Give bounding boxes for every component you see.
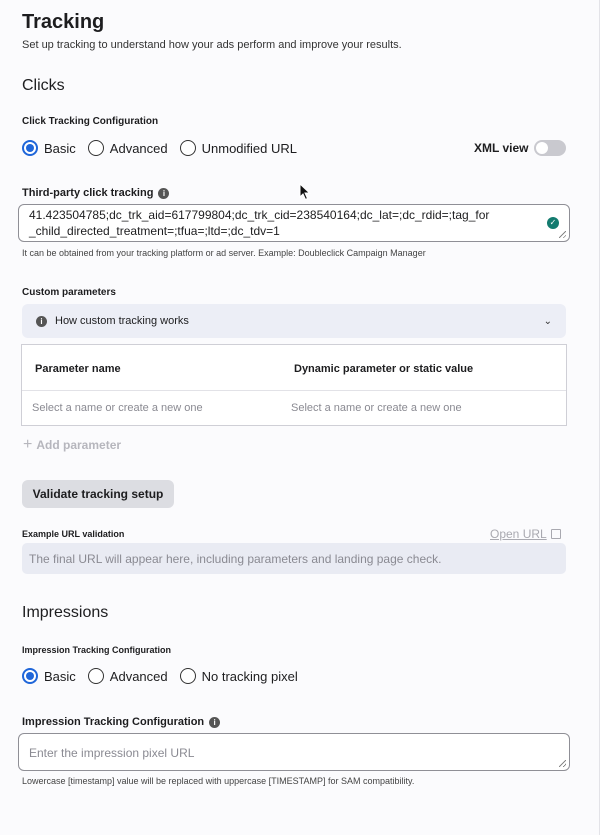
parameter-name-select[interactable]: Select a name or create a new one <box>32 402 203 414</box>
radio-basic[interactable] <box>22 140 38 156</box>
custom-tracking-accordion[interactable] <box>22 304 566 338</box>
impression-pixel-label <box>22 716 220 728</box>
radio-no-tracking-pixel[interactable] <box>180 668 196 684</box>
open-url-label: Open URL <box>490 527 547 541</box>
add-parameter-label: Add parameter <box>36 438 122 452</box>
column-header-parameter-name: Parameter name <box>35 363 121 375</box>
impression-pixel-input[interactable] <box>18 733 570 771</box>
valid-check-icon: ✓ <box>547 217 559 229</box>
resize-handle[interactable] <box>559 231 566 238</box>
custom-params-label: Custom parameters <box>22 287 116 298</box>
table-divider <box>22 390 566 391</box>
radio-unmodified-url[interactable] <box>180 140 196 156</box>
validate-tracking-button[interactable]: Validate tracking setup <box>22 480 174 508</box>
resize-handle[interactable] <box>559 760 566 767</box>
plus-icon: + <box>23 436 33 453</box>
external-link-icon <box>551 529 561 539</box>
radio-impression-basic[interactable] <box>22 668 38 684</box>
custom-params-table <box>21 344 567 426</box>
impression-config-label: Impression Tracking Configuration <box>22 645 172 655</box>
third-party-hint: It can be obtained from your tracking platform or ad server. Example: Doubleclick Campaign Manager <box>22 248 426 258</box>
column-header-dynamic-value: Dynamic parameter or static value <box>294 363 474 375</box>
info-icon: i <box>36 316 47 327</box>
third-party-label <box>22 187 169 199</box>
radio-impression-advanced-label[interactable]: Advanced <box>109 668 168 684</box>
impression-pixel-placeholder: Enter the impression pixel URL <box>29 746 195 760</box>
radio-impression-basic-label[interactable]: Basic <box>44 668 76 684</box>
radio-unmodified-url-label[interactable]: Unmodified URL <box>201 140 297 156</box>
info-icon[interactable]: i <box>209 717 220 728</box>
clicks-section-title: Clicks <box>22 77 65 94</box>
xml-view-label: XML view <box>474 141 529 155</box>
open-url-link[interactable] <box>490 527 561 541</box>
radio-no-tracking-pixel-label[interactable]: No tracking pixel <box>201 668 298 684</box>
impression-config-radio-group <box>22 668 310 684</box>
radio-basic-label[interactable]: Basic <box>44 140 76 156</box>
impression-pixel-hint: Lowercase [timestamp] value will be replaced with uppercase [TIMESTAMP] for SAM compatibility. <box>22 776 415 786</box>
xml-view-toggle[interactable] <box>534 140 566 156</box>
info-icon[interactable]: i <box>158 188 169 199</box>
add-parameter-button[interactable] <box>23 438 121 452</box>
click-config-label: Click Tracking Configuration <box>22 116 159 127</box>
example-url-label: Example URL validation <box>22 529 125 539</box>
radio-impression-advanced[interactable] <box>88 668 104 684</box>
page-title: Tracking <box>22 11 105 33</box>
third-party-label-text: Third-party click tracking <box>22 187 154 199</box>
parameter-value-select[interactable]: Select a name or create a new one <box>291 402 462 414</box>
third-party-value-line1: 41.423504785;dc_trk_aid=617799804;dc_trk_cid=238540164;dc_lat=;dc_rdid=;tag_for <box>29 208 490 222</box>
click-config-radio-group <box>22 140 309 156</box>
accordion-label: How custom tracking works <box>55 315 189 327</box>
impression-pixel-label-text: Impression Tracking Configuration <box>22 716 205 728</box>
page-subtitle: Set up tracking to understand how your ads perform and improve your results. <box>22 39 402 51</box>
third-party-value-line2: _child_directed_treatment=;tfua=;ltd=;dc_tdv=1 <box>29 224 280 238</box>
chevron-down-icon: ⌄ <box>543 315 552 327</box>
mouse-cursor-icon <box>299 183 311 201</box>
final-url-preview: The final URL will appear here, including parameters and landing page check. <box>22 543 566 574</box>
radio-advanced-label[interactable]: Advanced <box>109 140 168 156</box>
radio-advanced[interactable] <box>88 140 104 156</box>
impressions-section-title: Impressions <box>22 604 109 621</box>
third-party-click-tracking-input[interactable] <box>18 204 570 242</box>
